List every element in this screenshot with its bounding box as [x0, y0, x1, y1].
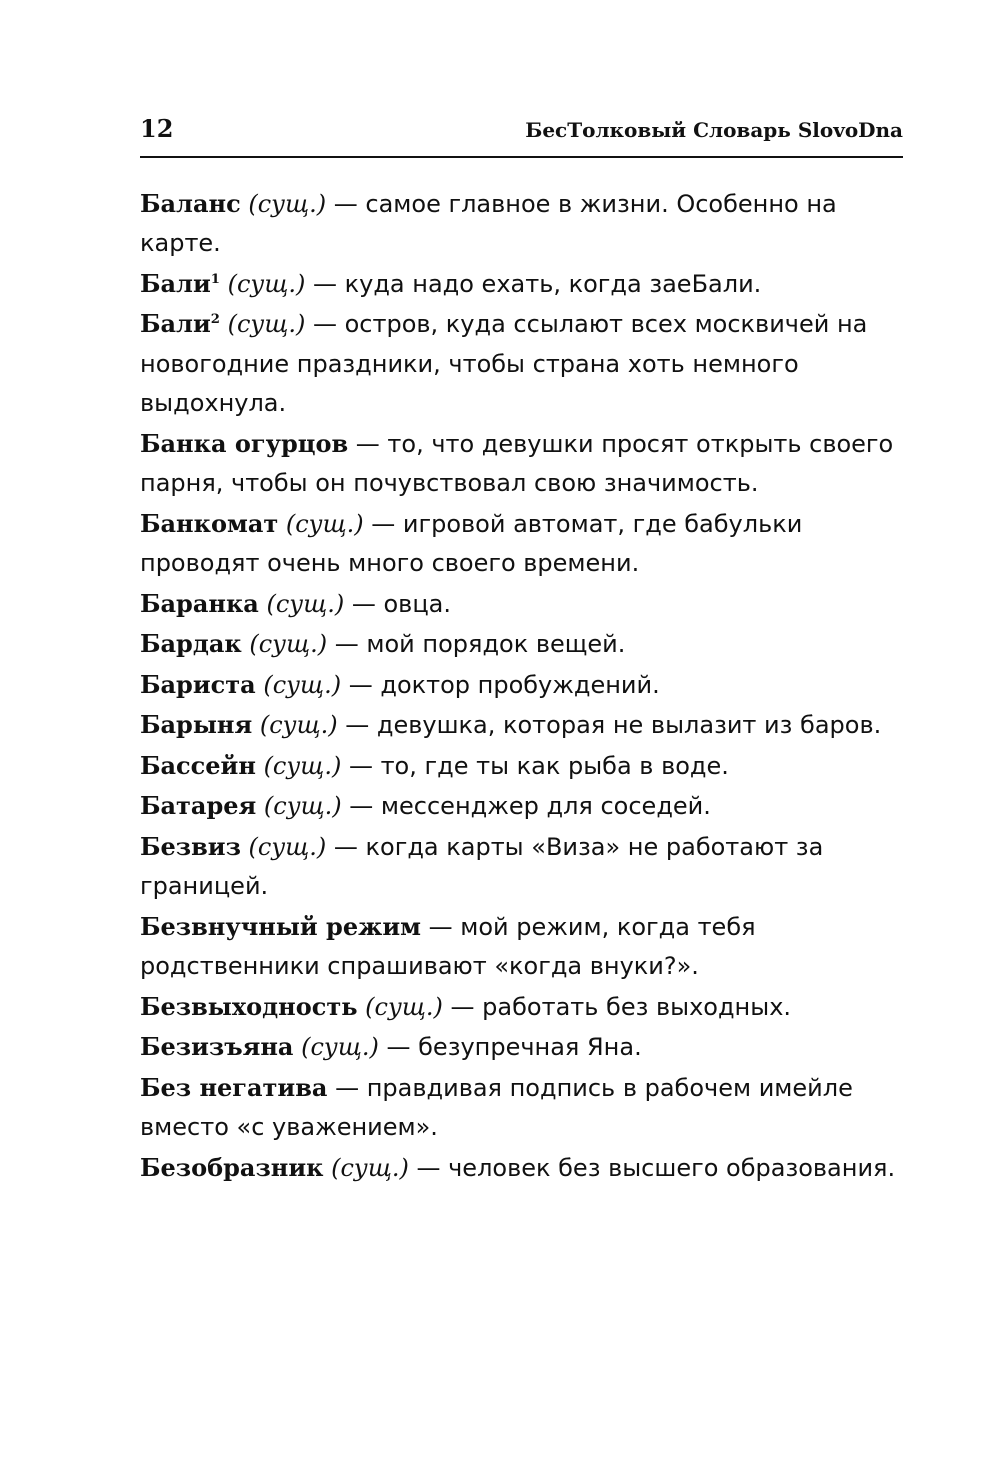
dictionary-entry: Бариста (сущ.) — доктор пробуждений.: [140, 669, 660, 699]
dictionary-entry: Безобразник (сущ.) — человек без высшего образования.: [140, 1152, 896, 1182]
book-page: [140, 112, 903, 1188]
entry-definition: девушка, которая не вылазит из баров.: [376, 711, 882, 740]
entry-term: Безвиз: [140, 831, 241, 861]
dictionary-entry: Банка огурцов — то, что девушки просят открыть своего парня, чтобы он почувствовал свою значимость.: [140, 428, 894, 498]
entry-definition: куда надо ехать, когда заеБали.: [344, 269, 762, 298]
entry-term: Баланс: [140, 188, 241, 218]
entry-part-of-speech: (сущ.): [365, 992, 443, 1021]
entry-term: Бали$^1$: [140, 268, 220, 298]
entry-definition: работать без выходных.: [482, 992, 792, 1021]
entry-part-of-speech: (сущ.): [227, 310, 306, 339]
entry-term: Банка огурцов: [140, 428, 349, 458]
dictionary-entry: Бардак (сущ.) — мой порядок вещей.: [140, 629, 626, 659]
entry-part-of-speech: (сущ.): [249, 630, 328, 659]
entry-definition: то, где ты как рыба в воде.: [380, 751, 729, 780]
entry-term: Бардак: [140, 629, 242, 659]
entry-term: Безобразник: [140, 1152, 324, 1182]
dictionary-entry: Безвнучный режим — мой режим, когда тебя родственники спрашивают «когда внуки?».: [140, 911, 756, 981]
entry-part-of-speech: (сущ.): [285, 509, 364, 538]
entry-term: Безвыходность: [140, 991, 358, 1021]
entry-term: Батарея: [140, 791, 257, 821]
dictionary-entry: Бали$^1$ (сущ.) — куда надо ехать, когда заеБали.: [140, 268, 762, 298]
dictionary-entry: Барыня (сущ.) — девушка, которая не вылазит из баров.: [140, 710, 882, 740]
entry-term: Бариста: [140, 669, 256, 699]
dictionary-entry: Баранка (сущ.) — овца.: [140, 588, 451, 618]
entry-term: Барыня: [140, 710, 253, 740]
dictionary-entry: Бали$^2$ (сущ.) — остров, куда ссылают всех москвичей на новогодние праздники, чтобы страна хоть немного выдохнула.: [140, 309, 868, 418]
dictionary-entries: [140, 184, 903, 1189]
dictionary-entry: Батарея (сущ.) — мессенджер для соседей.: [140, 791, 711, 821]
entry-definition: самое главное в жизни. Особенно на карте.: [140, 189, 837, 258]
dictionary-entry: Баланс (сущ.) — самое главное в жизни. Особенно на карте.: [140, 188, 837, 258]
running-head: [140, 112, 903, 158]
entry-part-of-speech: (сущ.): [227, 269, 306, 298]
page-number: 12: [140, 114, 174, 143]
entry-part-of-speech: (сущ.): [263, 751, 342, 780]
dictionary-entry: Безизъяна (сущ.) — безупречная Яна.: [140, 1032, 642, 1062]
entry-definition: правдивая подпись в рабочем имейле вместо «с уважением».: [140, 1073, 853, 1142]
entry-definition: мой режим, когда тебя родственники спрашивают «когда внуки?».: [140, 912, 756, 981]
entry-superscript: 1: [210, 271, 220, 287]
book-title: БесТолковый Словарь SlovoDna: [525, 118, 903, 142]
entry-part-of-speech: (сущ.): [248, 189, 327, 218]
entry-term: Бали$^2$: [140, 309, 220, 339]
entry-term: Безизъяна: [140, 1032, 294, 1062]
entry-term: Банкомат: [140, 508, 279, 538]
entry-term: Безвнучный режим: [140, 911, 421, 941]
entry-term: Баранка: [140, 588, 259, 618]
entry-definition: доктор пробуждений.: [380, 670, 660, 699]
entry-part-of-speech: (сущ.): [263, 792, 342, 821]
entry-definition: овца.: [383, 589, 451, 618]
entry-part-of-speech: (сущ.): [259, 711, 338, 740]
dictionary-entry: Бассейн (сущ.) — то, где ты как рыба в воде.: [140, 750, 729, 780]
entry-part-of-speech: (сущ.): [266, 589, 345, 618]
entry-definition: безупречная Яна.: [418, 1033, 642, 1062]
dictionary-entry: Без негатива — правдивая подпись в рабочем имейле вместо «с уважением».: [140, 1072, 853, 1142]
entry-term: Без негатива: [140, 1072, 328, 1102]
entry-part-of-speech: (сущ.): [263, 670, 342, 699]
entry-definition: остров, куда ссылают всех москвичей на новогодние праздники, чтобы страна хоть немного выдохнула.: [140, 310, 868, 418]
entry-definition: когда карты «Виза» не работают за границей.: [140, 832, 824, 901]
entry-superscript: 2: [210, 312, 220, 328]
entry-part-of-speech: (сущ.): [301, 1033, 379, 1062]
entry-definition: человек без высшего образования.: [448, 1153, 896, 1182]
entry-part-of-speech: (сущ.): [248, 832, 327, 861]
entry-term: Бассейн: [140, 750, 256, 780]
entry-definition: мой порядок вещей.: [366, 630, 626, 659]
dictionary-entry: Безвиз (сущ.) — когда карты «Виза» не работают за границей.: [140, 831, 824, 901]
entry-definition: мессенджер для соседей.: [380, 792, 711, 821]
entry-definition: игровой автомат, где бабульки проводят очень много своего времени.: [140, 509, 803, 578]
entry-part-of-speech: (сущ.): [331, 1153, 409, 1182]
dictionary-entry: Безвыходность (сущ.) — работать без выходных.: [140, 991, 792, 1021]
entry-definition: то, что девушки просят открыть своего парня, чтобы он почувствовал свою значимость.: [140, 429, 894, 498]
dictionary-entry: Банкомат (сущ.) — игровой автомат, где бабульки проводят очень много своего времени.: [140, 508, 803, 578]
